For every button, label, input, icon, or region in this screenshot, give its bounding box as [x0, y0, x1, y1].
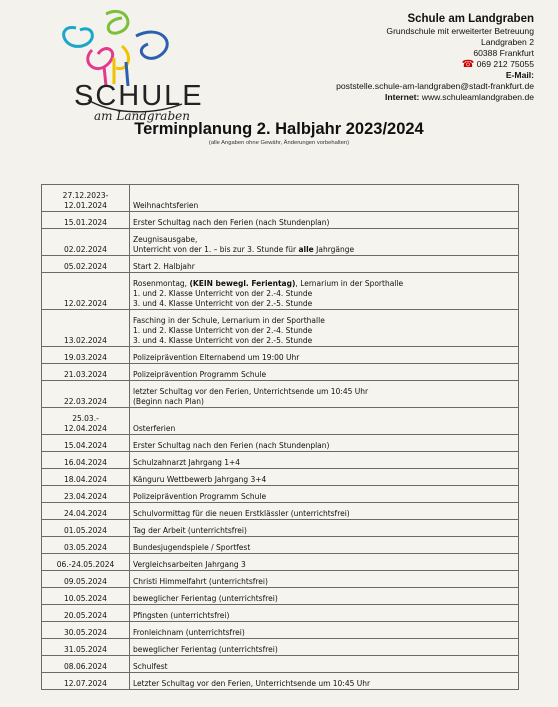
- date-cell: [42, 229, 130, 256]
- date-line: 27.12.2023-: [62, 191, 109, 200]
- event-line: 1. und 2. Klasse Unterricht von der 2.-4. Stunde: [133, 326, 313, 335]
- event-line: beweglicher Ferientag (unterrichtsfrei): [133, 645, 278, 654]
- date-line: [44, 326, 127, 336]
- document-title: Terminplanung 2. Halbjahr 2023/2024: [134, 120, 424, 138]
- table-row: [42, 605, 519, 622]
- table-row: [42, 571, 519, 588]
- date-cell: [42, 554, 130, 571]
- event-line: Erster Schultag nach den Ferien (nach Stundenplan): [133, 218, 330, 227]
- date-cell: [42, 588, 130, 605]
- date-line: [44, 235, 127, 245]
- event-line: Bundesjugendspiele / Sportfest: [133, 543, 251, 552]
- date-line: 23.04.2024: [64, 492, 107, 501]
- event-cell: [130, 381, 519, 408]
- date-line: [44, 387, 127, 397]
- date-cell: [42, 273, 130, 310]
- email-label: E-Mail:: [505, 70, 534, 80]
- date-line: 19.03.2024: [64, 353, 107, 362]
- event-line: Schulfest: [133, 662, 168, 671]
- date-line: 20.05.2024: [64, 611, 107, 620]
- table-row: [42, 310, 519, 347]
- event-line: 1. und 2. Klasse Unterricht von der 2.-4. Stunde: [133, 289, 313, 298]
- date-line: 12.07.2024: [64, 679, 107, 688]
- table-row: [42, 588, 519, 605]
- event-line: Känguru Wettbewerb Jahrgang 3+4: [133, 475, 267, 484]
- event-line: Christi Himmelfahrt (unterrichtsfrei): [133, 577, 268, 586]
- table-row: [42, 408, 519, 435]
- event-line: Rosenmontag, (KEIN bewegl. Ferientag), Lernarium in der Sporthalle: [133, 279, 404, 288]
- event-cell: [130, 622, 519, 639]
- date-cell: [42, 605, 130, 622]
- date-line: [44, 279, 127, 289]
- date-cell: [42, 673, 130, 690]
- event-line: Pfingsten (unterrichtsfrei): [133, 611, 230, 620]
- event-line: Fronleichnam (unterrichtsfrei): [133, 628, 245, 637]
- date-line: 15.04.2024: [64, 441, 107, 450]
- event-cell: [130, 486, 519, 503]
- date-cell: [42, 256, 130, 273]
- event-cell: [130, 408, 519, 435]
- event-cell: [130, 469, 519, 486]
- table-row: [42, 503, 519, 520]
- table-row: [42, 273, 519, 310]
- date-cell: [42, 435, 130, 452]
- date-cell: [42, 212, 130, 229]
- date-cell: [42, 622, 130, 639]
- event-line: [133, 414, 515, 424]
- event-line: Tag der Arbeit (unterrichtsfrei): [133, 526, 247, 535]
- date-line: 02.02.2024: [64, 245, 107, 254]
- date-line: 25.03.-: [72, 414, 99, 423]
- table-row: [42, 639, 519, 656]
- date-cell: [42, 639, 130, 656]
- event-line: Erster Schultag nach den Ferien (nach Stundenplan): [133, 441, 330, 450]
- event-cell: [130, 364, 519, 381]
- event-line: Start 2. Halbjahr: [133, 262, 195, 271]
- date-line: [44, 316, 127, 326]
- date-line: 05.02.2024: [64, 262, 107, 271]
- event-line: Polizeiprävention Programm Schule: [133, 492, 267, 501]
- date-cell: [42, 503, 130, 520]
- email-address[interactable]: poststelle.schule-am-landgraben@stadt-frankfurt.de: [336, 81, 534, 91]
- date-line: 31.05.2024: [64, 645, 107, 654]
- date-line: 13.02.2024: [64, 336, 107, 345]
- event-line: Vergleichsarbeiten Jahrgang 3: [133, 560, 246, 569]
- date-cell: [42, 571, 130, 588]
- date-cell: [42, 452, 130, 469]
- event-cell: [130, 520, 519, 537]
- date-line: 22.03.2024: [64, 397, 107, 406]
- date-cell: [42, 347, 130, 364]
- date-line: 30.05.2024: [64, 628, 107, 637]
- table-row: [42, 364, 519, 381]
- event-line: 3. und 4. Klasse Unterricht von der 2.-5. Stunde: [133, 299, 313, 308]
- logo-wordmark: SCHULE: [74, 80, 204, 112]
- event-line: beweglicher Ferientag (unterrichtsfrei): [133, 594, 278, 603]
- date-line: 10.05.2024: [64, 594, 107, 603]
- date-cell: [42, 520, 130, 537]
- event-cell: [130, 256, 519, 273]
- table-row: [42, 452, 519, 469]
- date-cell: [42, 486, 130, 503]
- contact-block: [234, 12, 534, 103]
- event-cell: [130, 588, 519, 605]
- date-cell: [42, 185, 130, 212]
- school-name: Schule am Landgraben: [407, 13, 534, 25]
- date-line: 18.04.2024: [64, 475, 107, 484]
- event-line: Fasching in der Schule, Lernarium in der Sporthalle: [133, 316, 325, 325]
- table-row: [42, 381, 519, 408]
- event-line: Letzter Schultag vor den Ferien, Unterrichtsende um 10:45 Uhr: [133, 679, 371, 688]
- event-line: Osterferien: [133, 424, 176, 433]
- event-cell: [130, 503, 519, 520]
- event-line: 3. und 4. Klasse Unterricht von der 2.-5. Stunde: [133, 336, 313, 345]
- event-line: Zeugnisausgabe,: [133, 235, 198, 244]
- schedule-body: [42, 185, 519, 690]
- event-cell: [130, 639, 519, 656]
- date-cell: [42, 381, 130, 408]
- date-line: 16.04.2024: [64, 458, 107, 467]
- table-row: [42, 212, 519, 229]
- date-cell: [42, 310, 130, 347]
- event-line: Weihnachtsferien: [133, 201, 199, 210]
- street-address: Landgraben 2: [480, 37, 534, 47]
- event-line: [133, 191, 515, 201]
- event-cell: [130, 310, 519, 347]
- event-cell: [130, 229, 519, 256]
- city-address: 60388 Frankfurt: [473, 48, 534, 58]
- table-row: [42, 554, 519, 571]
- date-cell: [42, 469, 130, 486]
- date-line: 01.05.2024: [64, 526, 107, 535]
- date-line: 12.02.2024: [64, 299, 107, 308]
- table-row: [42, 347, 519, 364]
- phone-icon: ☎: [461, 59, 475, 70]
- event-cell: [130, 212, 519, 229]
- date-cell: [42, 537, 130, 554]
- table-row: [42, 537, 519, 554]
- table-row: [42, 486, 519, 503]
- logo-script-text: am Landgraben: [94, 109, 190, 123]
- date-cell: [42, 656, 130, 673]
- date-line: [44, 289, 127, 299]
- table-row: [42, 185, 519, 212]
- event-cell: [130, 605, 519, 622]
- school-type: Grundschule mit erweiterter Betreuung: [386, 26, 534, 36]
- date-line: 24.04.2024: [64, 509, 107, 518]
- date-line: 12.04.2024: [64, 424, 107, 433]
- event-line: Polizeiprävention Programm Schule: [133, 370, 267, 379]
- table-row: [42, 469, 519, 486]
- event-cell: [130, 554, 519, 571]
- schedule-table: [41, 184, 519, 690]
- event-cell: [130, 347, 519, 364]
- table-row: [42, 622, 519, 639]
- event-cell: [130, 452, 519, 469]
- table-row: [42, 256, 519, 273]
- internet-label: Internet:: [384, 92, 420, 102]
- event-line: Schulzahnarzt Jahrgang 1+4: [133, 458, 241, 467]
- event-line: Unterricht von der 1. – bis zur 3. Stunde für alle Jahrgänge: [133, 245, 355, 254]
- event-line: Schulvormittag für die neuen Erstklässler (unterrichtsfrei): [133, 509, 350, 518]
- table-row: [42, 229, 519, 256]
- date-line: 12.01.2024: [64, 201, 107, 210]
- event-line: (Beginn nach Plan): [133, 397, 204, 406]
- internet-line: [234, 92, 534, 103]
- event-cell: [130, 673, 519, 690]
- date-line: 06.-24.05.2024: [56, 560, 115, 569]
- event-cell: [130, 537, 519, 554]
- document-note: (alle Angaben ohne Gewähr, Änderungen vorbehalten): [208, 140, 350, 146]
- table-row: [42, 435, 519, 452]
- date-line: 03.05.2024: [64, 543, 107, 552]
- internet-url[interactable]: www.schuleamlandgraben.de: [421, 92, 534, 102]
- school-logo: [36, 6, 204, 132]
- date-line: 08.06.2024: [64, 662, 107, 671]
- event-line: Polizeiprävention Elternabend um 19:00 Uhr: [133, 353, 300, 362]
- event-line: letzter Schultag vor den Ferien, Unterrichtsende um 10:45 Uhr: [133, 387, 369, 396]
- date-cell: [42, 364, 130, 381]
- event-cell: [130, 273, 519, 310]
- event-cell: [130, 435, 519, 452]
- event-cell: [130, 656, 519, 673]
- date-line: 15.01.2024: [64, 218, 107, 227]
- date-cell: [42, 408, 130, 435]
- date-line: 21.03.2024: [64, 370, 107, 379]
- phone-number: 069 212 75055: [476, 59, 534, 69]
- date-line: 09.05.2024: [64, 577, 107, 586]
- table-row: [42, 520, 519, 537]
- table-row: [42, 673, 519, 690]
- event-cell: [130, 185, 519, 212]
- table-row: [42, 656, 519, 673]
- event-cell: [130, 571, 519, 588]
- phone-line: [234, 59, 534, 70]
